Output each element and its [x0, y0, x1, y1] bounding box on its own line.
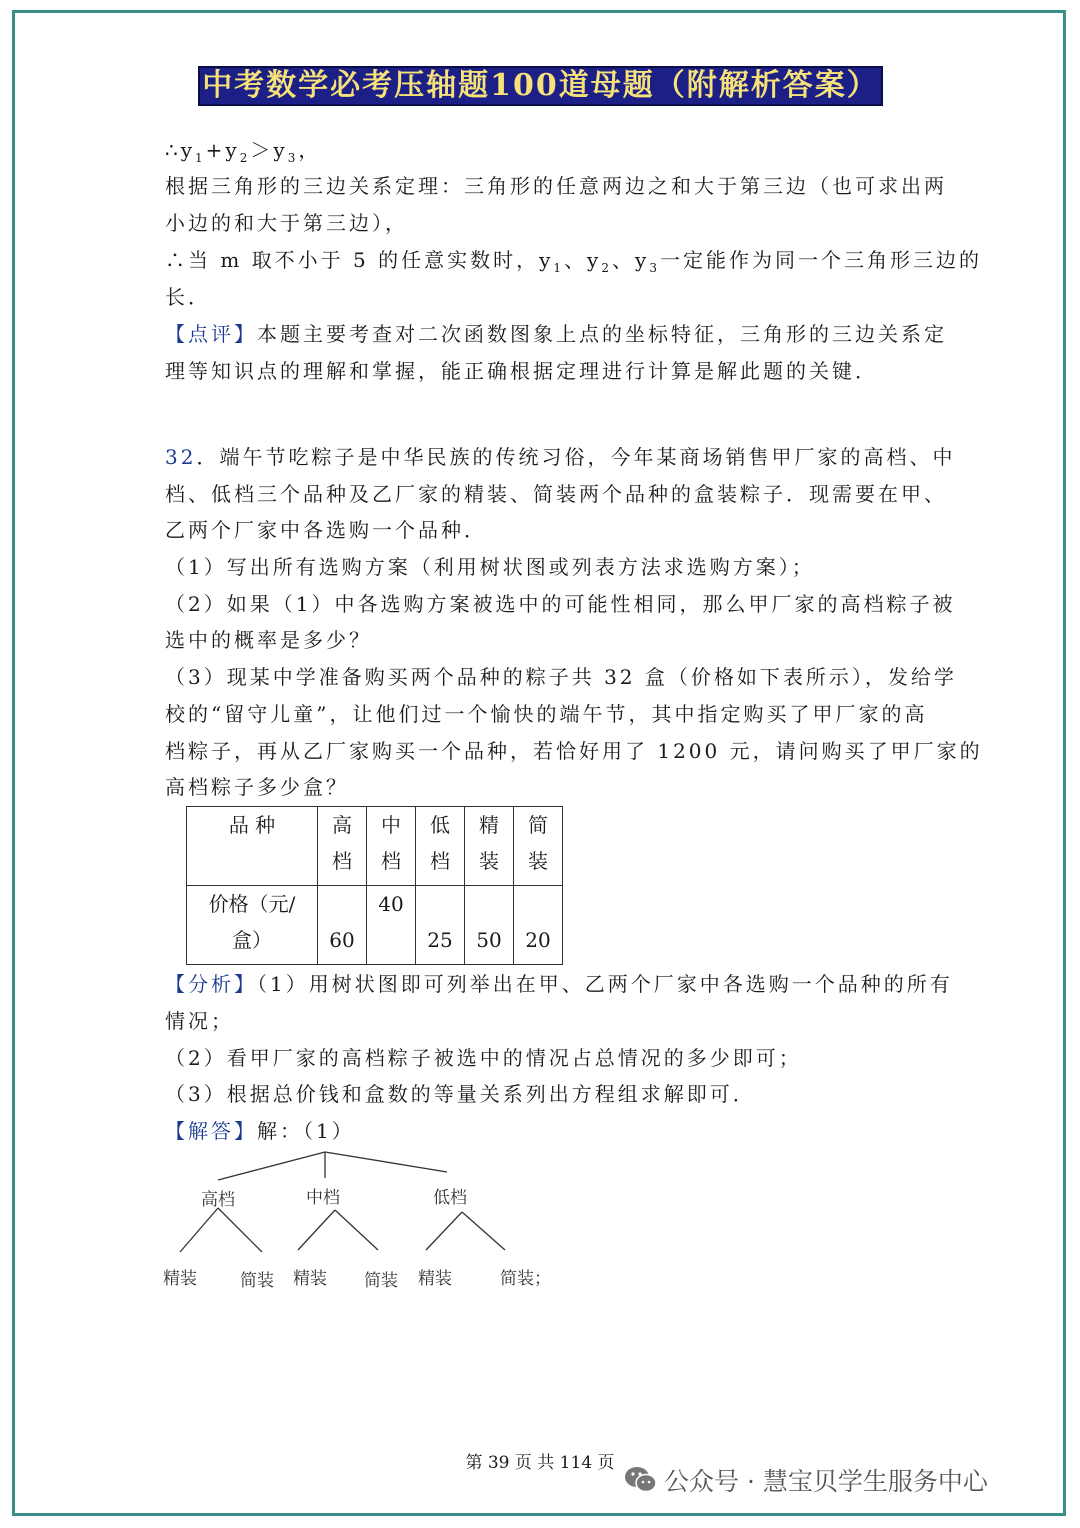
tree-leaf: 精装 — [293, 1269, 327, 1289]
tree-node: 低档 — [433, 1188, 467, 1208]
conclusion-line: $\therefore y_1+y_2>y_3$， — [165, 138, 322, 165]
text-line: 小边的和大于第三边）， — [165, 211, 408, 235]
tree-leaf: 精装 — [163, 1269, 197, 1289]
tree-leaf: 简装 — [364, 1271, 398, 1291]
table-cell: 价格（元/ 盒） — [187, 886, 318, 965]
text-line: （3）根据总价钱和盒数的等量关系列出方程组求解即可． — [165, 1082, 756, 1106]
table-cell: 25 — [416, 886, 465, 965]
table-cell: 20 — [514, 886, 563, 965]
text-line: 理等知识点的理解和掌握，能正确根据定理进行计算是解此题的关键． — [165, 359, 878, 383]
text-line: ∴当 m 取不小于 5 的任意实数时，$y_1$、$y_2$、$y_3$一定能作为同一个三角形三边的 — [165, 248, 982, 275]
question-number: 32 — [165, 445, 197, 469]
answer-tag: 【解答】 — [165, 1119, 257, 1143]
text-line: 校的“留守儿童”，让他们过一个愉快的端午节，其中指定购买了甲厂家的高 — [165, 702, 928, 726]
text-line: 档粽子，再从乙厂家购买一个品种，若恰好用了 1200 元，请问购买了甲厂家的 — [165, 739, 983, 763]
comment-tag: 【点评】 — [165, 322, 257, 346]
wechat-watermark: 公众号 · 慧宝贝学生服务中心 — [624, 1462, 988, 1501]
tree-branch — [462, 1212, 505, 1250]
tree-branch — [218, 1208, 262, 1252]
tree-branch — [180, 1208, 218, 1252]
tree-node: 高档 — [201, 1190, 235, 1210]
tree-leaf: 精装 — [418, 1269, 452, 1289]
text-line: 选中的概率是多少？ — [165, 628, 372, 652]
table-cell: 简 装 — [514, 807, 563, 886]
text-line: 根据三角形的三边关系定理：三角形的任意两边之和大于第三边（也可求出两 — [165, 174, 947, 198]
tree-leaf: 简装； — [500, 1269, 551, 1289]
text-line: 情况； — [165, 1009, 234, 1033]
page-title: 中考数学必考压轴题100道母题（附解析答案） — [198, 66, 883, 106]
table-cell: 60 — [318, 886, 367, 965]
tree-leaf: 简装 — [240, 1271, 274, 1291]
table-cell: 40 — [367, 886, 416, 965]
question-line: 32．端午节吃粽子是中华民族的传统习俗，今年某商场销售甲厂家的高档、中 — [165, 445, 956, 469]
tree-branch — [325, 1152, 447, 1172]
question-part-2: （2）如果（1）中各选购方案被选中的可能性相同，那么甲厂家的高档粽子被 — [165, 592, 956, 616]
answer-line: 【解答】解：（1） — [165, 1119, 355, 1143]
comment-line: 【点评】本题主要考查对二次函数图象上点的坐标特征，三角形的三边关系定 — [165, 322, 947, 346]
question-part-3: （3）现某中学准备购买两个品种的粽子共 32 盒（价格如下表所示），发给学 — [165, 665, 957, 689]
wechat-icon — [624, 1465, 658, 1501]
table-cell: 50 — [465, 886, 514, 965]
tree-branch — [335, 1210, 378, 1250]
table-cell: 中 档 — [367, 807, 416, 886]
text-line: 高档粽子多少盒？ — [165, 775, 349, 799]
tree-node: 中档 — [306, 1188, 340, 1208]
question-part-1: （1）写出所有选购方案（利用树状图或列表方法求选购方案）； — [165, 555, 815, 579]
tree-branch — [218, 1152, 325, 1180]
table-cell: 高 档 — [318, 807, 367, 886]
tree-branch — [426, 1212, 462, 1250]
text-line: 长． — [165, 285, 211, 309]
text-line: 档、低档三个品种及乙厂家的精装、简装两个品种的盒装粽子．现需要在甲、 — [165, 482, 947, 506]
analysis-tag: 【分析】 — [165, 972, 257, 996]
page-number: 第 39 页 共 114 页 — [465, 1453, 615, 1473]
text-line: （2）看甲厂家的高档粽子被选中的情况占总情况的多少即可； — [165, 1046, 802, 1070]
text-line: 乙两个厂家中各选购一个品种． — [165, 518, 487, 542]
table-cell: 品 种 — [187, 807, 318, 886]
tree-branch — [298, 1210, 335, 1250]
table-cell: 精 装 — [465, 807, 514, 886]
table-cell: 低 档 — [416, 807, 465, 886]
analysis-line: 【分析】（1）用树状图即可列举出在甲、乙两个厂家中各选购一个品种的所有 — [165, 972, 953, 996]
